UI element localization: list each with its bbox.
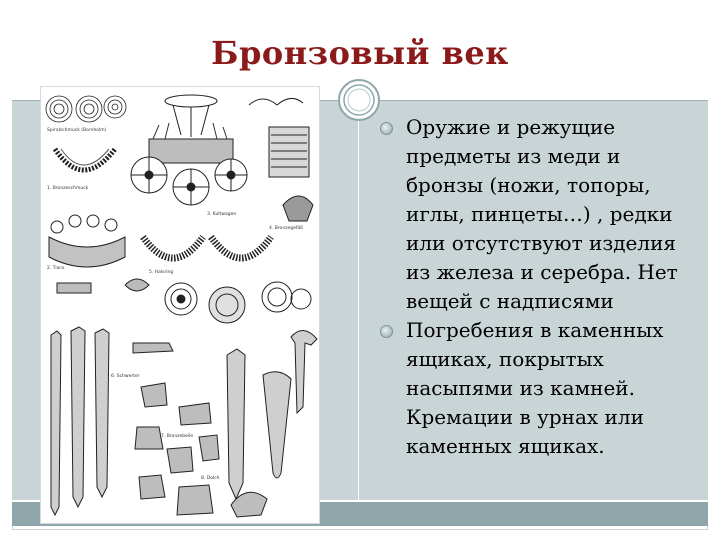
image-caption: 2. Tiara <box>47 266 64 271</box>
image-caption: 7. Bronzebeile <box>161 434 194 439</box>
image-caption: Spiralschmuck (Bornholm) <box>47 128 107 133</box>
slide-title: Бронзовый век <box>211 34 509 72</box>
artifacts-illustration <box>40 86 320 524</box>
image-caption: 1. Bronzeschmuck <box>47 186 89 191</box>
bullet-dot-icon <box>380 325 393 338</box>
image-caption: 6. Schwerter <box>111 374 140 379</box>
bullet-list <box>368 113 700 461</box>
image-caption: 3. Kultwagen <box>207 212 237 217</box>
image-caption: 5. Halsring <box>149 270 174 275</box>
bullet-item <box>368 316 700 461</box>
image-caption: 4. Bronzegefäß <box>269 226 304 231</box>
image-caption: 8. Dolch <box>201 476 220 481</box>
bronze-age-artifacts-engraving-icon <box>41 87 319 523</box>
bullet-text: Оружие и режущие предметы из меди и бронзы (ножи, топоры, иглы, пинцеты…) , редки или отсутствуют изделия из железа и серебра. Нет вещей с надписями <box>406 115 678 313</box>
bullet-text: Погребения в каменных ящиках, покрытых насыпями из камней. Кремации в урнах или каменных ящиках. <box>406 318 664 458</box>
bullet-dot-icon <box>380 122 393 135</box>
vertical-divider <box>358 101 359 503</box>
bullet-item <box>368 113 700 316</box>
